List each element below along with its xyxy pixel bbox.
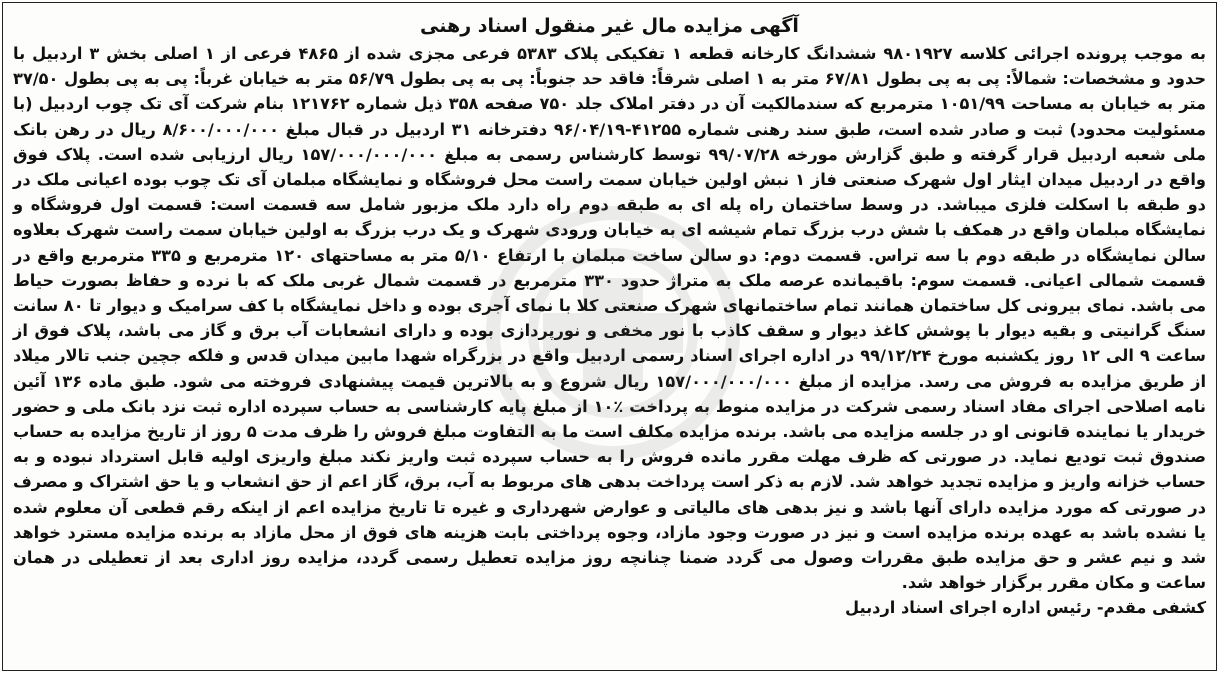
notice-frame — [2, 2, 1217, 671]
notice-signature: کشفی مقدم- رئیس اداره اجرای اسناد اردبیل — [845, 598, 1206, 618]
notice-title: آگهی مزایده مال غیر منقول اسناد رهنی — [420, 15, 799, 37]
notice-body: به موجب پرونده اجرائی کلاسه ۹۸۰۱۹۲۷ ششدانگ کارخانه قطعه ۱ تفکیکی پلاک ۵۳۸۳ فرعی مجزی شده از ۴۸۶۵ فرعی از ۱ اصلی بخش ۳ اردبیل با حدود و مشخصات: شمالاً: پی به پی بطول ۶۷/۸۱ متر به ۱ اصلی شرقاً: فاقد حد جنوباً: پی به پی بطول ۵۶/۷۹ متر به خیابان غرباً: پی به پی بطول ۳۷/۵۰ متر به خیابان به مساحت ۱۰۵۱/۹۹ مترمربع که سندمالکیت آن در دفتر املاک جلد ۷۵۰ صفحه ۳۵۸ ذیل شماره ۱۲۱۷۶۲ بنام شرکت آی تک چوب اردبیل (با مسئولیت محدود) ثبت و صادر شده است، طبق سند رهنی شماره ۴۱۲۵۵-۹۶/۰۴/۱۹ دفترخانه ۳۱ اردبیل در قبال مبلغ ۸/۶۰۰/۰۰۰/۰۰۰ ریال در رهن بانک ملی شعبه اردبیل قرار گرفته و طبق گزارش مورخه ۹۹/۰۷/۲۸ توسط کارشناس رسمی به مبلغ ۱۵۷/۰۰۰/۰۰۰/۰۰۰ ریال ارزیابی شده است. پلاک فوق واقع در اردبیل میدان ایثار اول شهرک صنعتی فاز ۱ نبش اولین خیابان سمت راست محل فروشگاه و نمایشگاه مبلمان آی تک چوب بوده اعیانی ملک در دو طبقه با اسکلت فلزی میباشد. در وسط ساختمان راه پله ای به طبقه دوم راه دارد ملک مزبور شامل سه قسمت است: قسمت اول فروشگاه و نمایشگاه مبلمان واقع در همکف با شش درب بزرگ تمام شیشه ای به خیابان ورودی شهرک و یک درب بزرگ به اولین خیابان سمت راست شهرک بعلاوه سالن نمایشگاه در طبقه دوم با سه تراس. قسمت دوم: دو سالن ساخت مبلمان با ارتفاع ۵/۱۰ متر به مساحتهای ۱۲۰ مترمربع و ۳۳۵ مترمربع واقع در قسمت شمالی اعیانی. قسمت سوم: باقیمانده عرصه ملک به متراژ حدود ۳۳۰ مترمربع در قسمت شمال غربی ملک که با نرده و حفاظ بصورت حیاط می باشد. نمای بیرونی کل ساختمان همانند تمام ساختمانهای شهرک صنعتی کلا با نمای آجری بوده و داخل نمایشگاه با کف سرامیک و دیوار تا ۸۰ سانت سنگ گرانیتی و بقیه دیوار با پوشش کاغذ دیوار و سقف کاذب با نور مخفی و نورپردازی بوده و دارای انشعابات آب برق و گاز می باشد، پلاک فوق از ساعت ۹ الی ۱۲ روز یکشنبه مورخ ۹۹/۱۲/۲۴ در اداره اجرای اسناد رسمی اردبیل واقع در بزرگراه شهدا مابین میدان قدس و فلکه جچین جنب تالار میلاد از طریق مزایده به فروش می رسد. مزایده از مبلغ ۱۵۷/۰۰۰/۰۰۰/۰۰۰ ریال شروع و به بالاترین قیمت پیشنهادی فروخته می شود. طبق ماده ۱۳۶ آئین نامه اصلاحی اجرای مفاد اسناد رسمی شرکت در مزایده منوط به پرداخت ٪۱۰ از مبلغ پایه کارشناسی به حساب سپرده اداره ثبت نزد بانک ملی و حضور خریدار یا نماینده قانونی او در جلسه مزایده می باشد. برنده مزایده مکلف است ما به التفاوت مبلغ فروش را ظرف مدت ۵ روز از تاریخ مزایده به حساب صندوق ثبت تودیع نماید. در صورتی که ظرف مهلت مقرر مانده فروش را به حساب سپرده ثبت واریز نکند مبلغ واریزی اولیه قابل استرداد نبوده و به حساب خزانه واریز و مزایده تجدید خواهد شد. لازم به ذکر است پرداخت بدهی های مربوط به آب، برق، گاز اعم از حق انشعاب و یا حق اشتراک و مصرف در صورتی که مورد مزایده دارای آنها باشد و نیز بدهی های مالیاتی و عوارض شهرداری و غیره تا تاریخ مزایده اعم از اینکه رقم قطعی آن معلوم شده یا نشده باشد به عهده برنده مزایده است و نیز در صورت وجود مازاد، وجوه پرداختی بابت هزینه های فوق از محل مازاد به برنده مزایده مسترد خواهد شد و نیم عشر و حق مزایده طبق مقررات وصول می گردد ضمنا چنانچه روز مزایده تعطیل رسمی گردد، مزایده روز اداری بعد از تعطیلی در همان ساعت و مکان مقرر برگزار خواهد شد. — [13, 44, 1207, 593]
